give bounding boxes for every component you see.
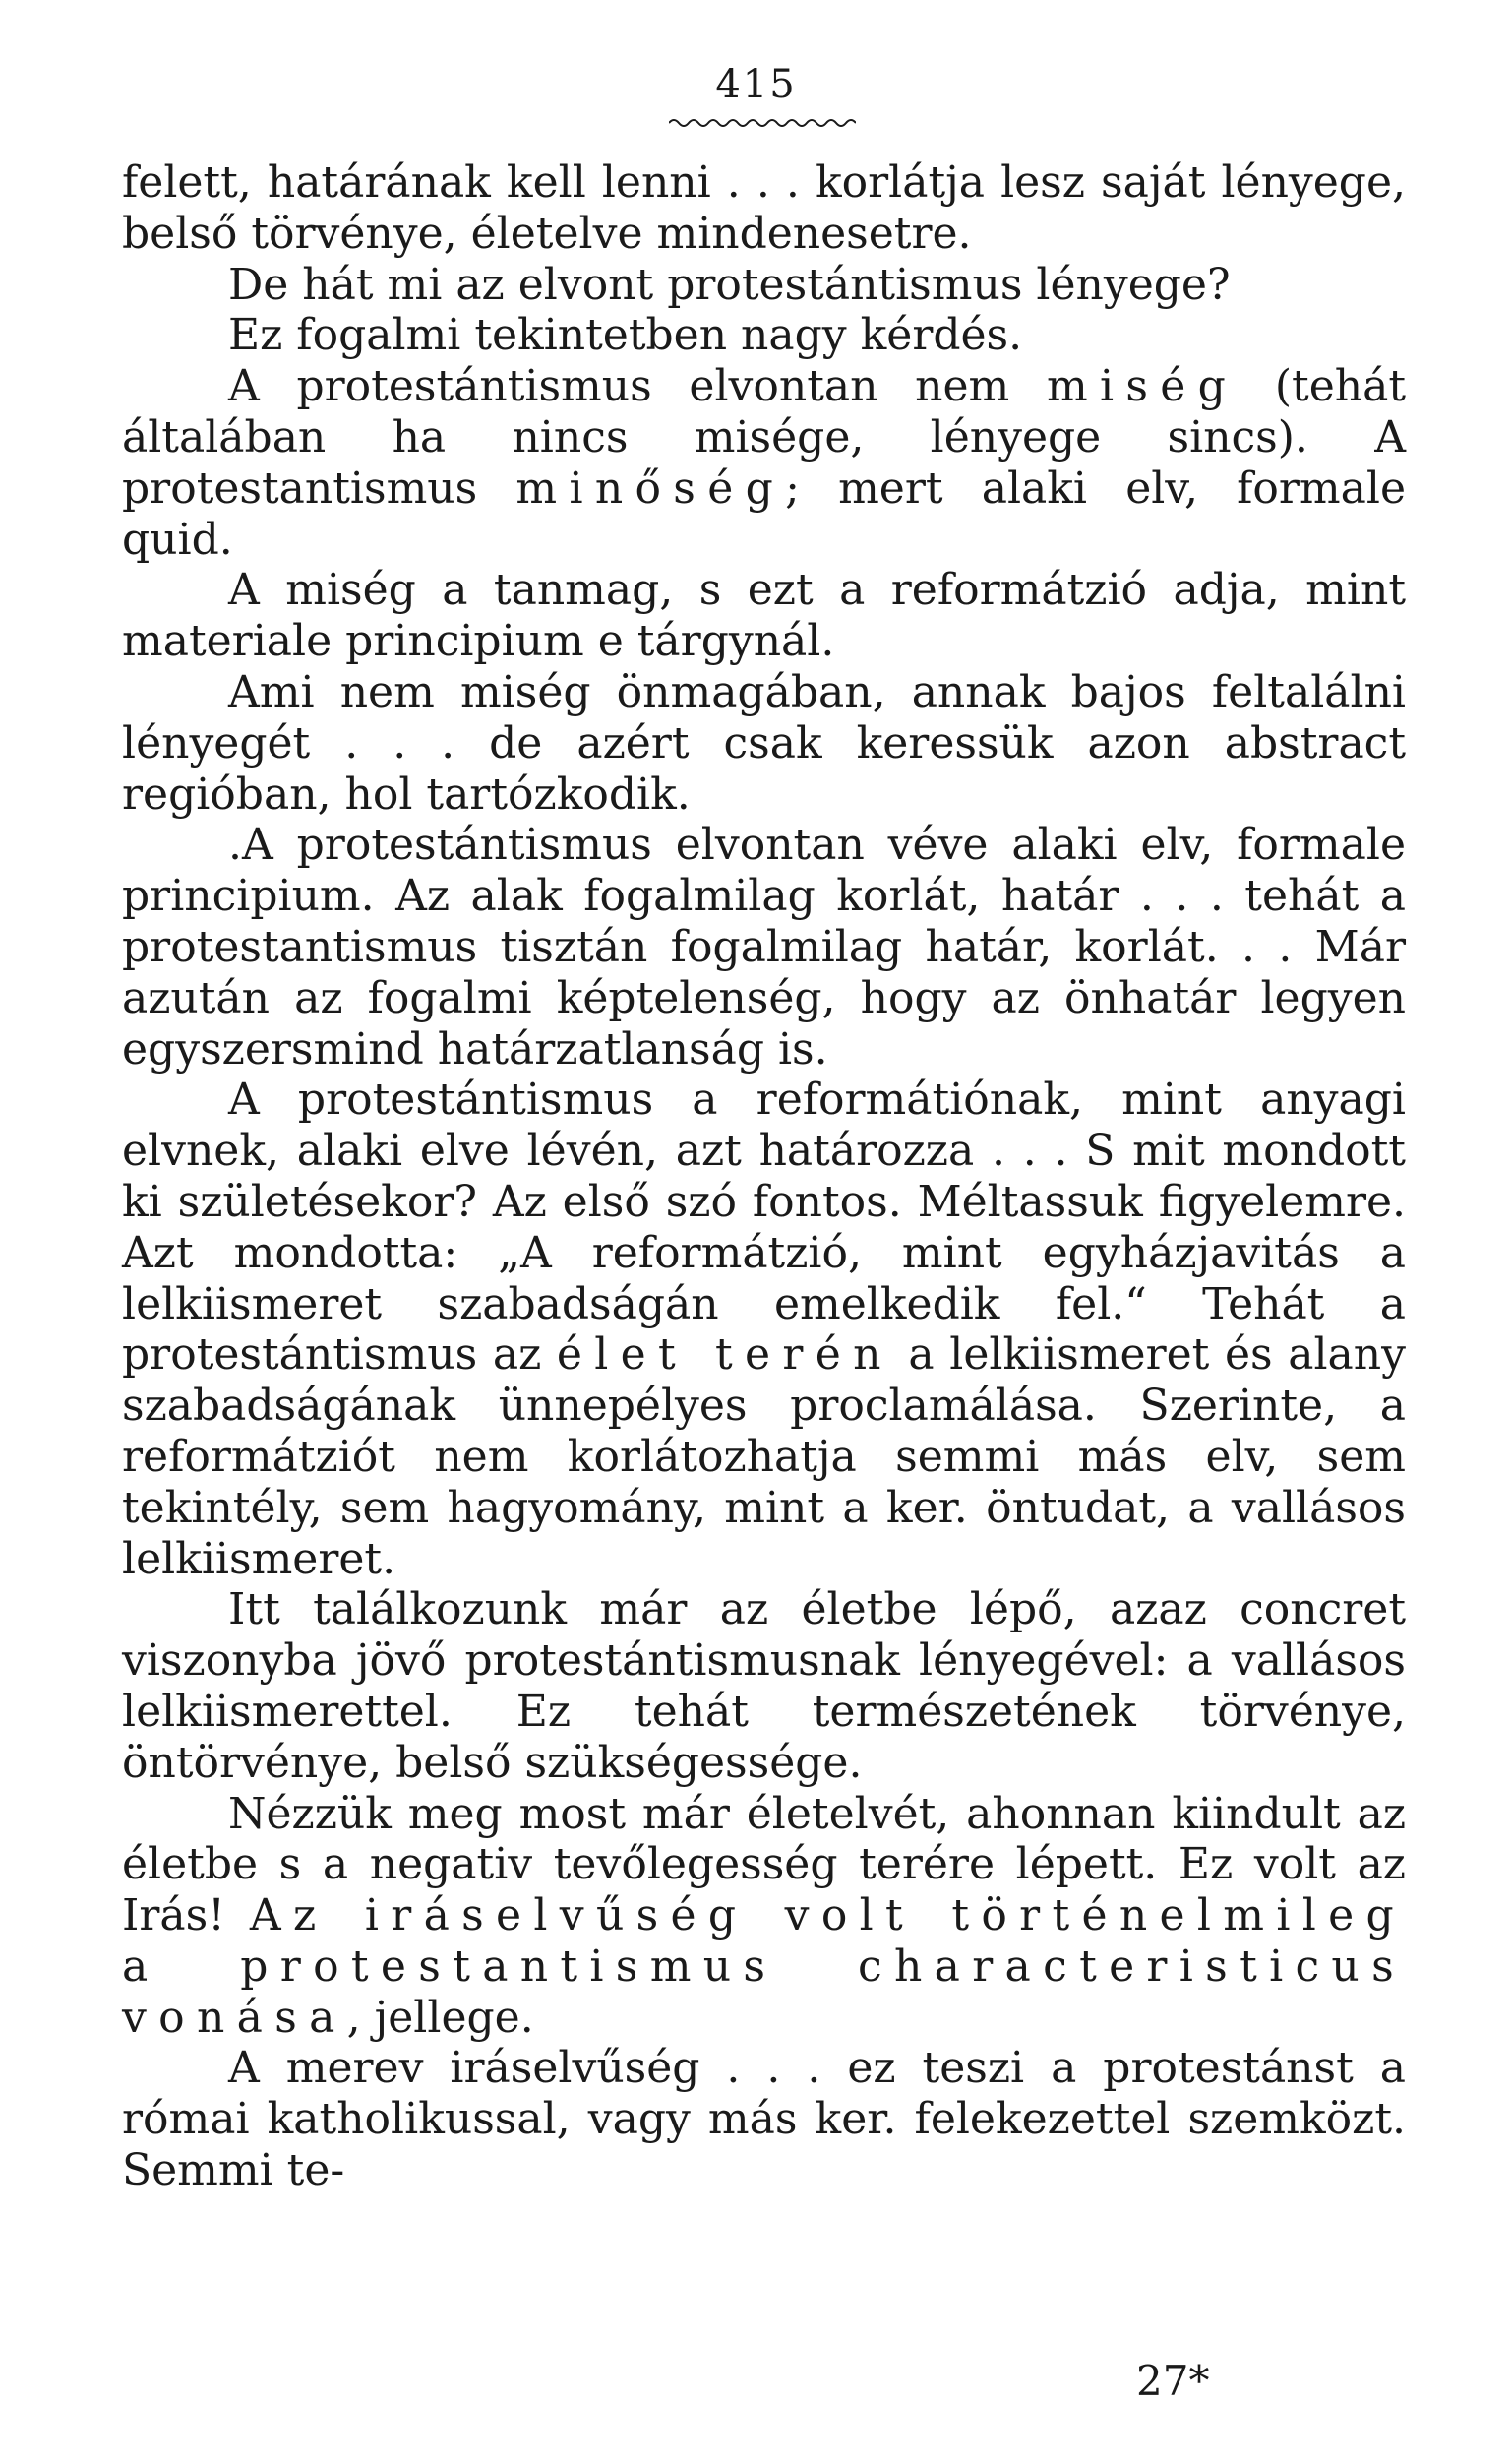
- paragraph-text: A protestántismus a reformátiónak, mint anyagi elvnek, alaki elve lévén, azt határozza . . . S mit mondott ki születésekor? Az első szó fontos. Méltassuk figyelemre. Azt mondotta: „A reformátzió, mint egyházjavitás a lelkiismeret szabadságán emelkedik fel.“ Tehát a protestántismus az: [122, 1075, 1406, 1381]
- paragraph-p11: [122, 2043, 1406, 2195]
- paragraph-text: felett, határának kell lenni . . . korlátja lesz saját lényege, belső törvénye, életelve mindenesetre.: [122, 157, 1406, 259]
- paragraph-text: .A protestántismus elvontan véve alaki elv, formale principium. Az alak fogalmilag korlát, határ . . . tehát a protestantismus tisztán fogalmilag határ, korlát. . . Már azután az fogalmi képtelenség, hogy az önhatár legyen egyszersmind határzatlanság is.: [122, 820, 1406, 1075]
- paragraph-p3: [122, 310, 1406, 361]
- paragraph-p7: [122, 820, 1406, 1075]
- paragraph-text: (tehát általában ha nincs misége, lényege sincs). A protestantismus: [122, 361, 1406, 514]
- paragraph-text: Ez fogalmi tekintetben nagy kérdés.: [228, 310, 1023, 361]
- paragraph-text: Itt találkozunk már az életbe lépő, azaz concret viszonyba jövő protestántismusnak lényegével: a vallásos lelkiismerettel. Ez tehát természetének törvénye, öntörvénye, belső szükségessége.: [122, 1584, 1406, 1788]
- signature-mark: 27*: [1136, 2357, 1210, 2405]
- paragraph-text: ; mert alaki elv, formale quid.: [122, 462, 1406, 565]
- page-number: 415: [715, 62, 797, 107]
- paragraph-text: Ami nem miség önmagában, annak bajos feltalálni lényegét . . . de azért csak keressük azon abstract regióban, hol tartózkodik.: [122, 666, 1406, 820]
- page-number-ornament: [669, 116, 856, 130]
- paragraph-text: A merev iráselvűség . . . ez teszi a protestánst a római katholikussal, vagy más ker. felekezettel szemközt. Semmi te-: [122, 2043, 1406, 2196]
- paragraph-p8: [122, 1075, 1406, 1584]
- paragraph-text: , jellege.: [346, 1992, 534, 2043]
- body-text: [122, 157, 1406, 2196]
- spaced-emphasis-text: minőség: [515, 462, 786, 514]
- paragraph-text: A miség a tanmag, s ezt a reformátzió adja, mint materiale principium e tárgynál.: [122, 565, 1406, 667]
- spaced-emphasis-text: miség: [1046, 361, 1239, 412]
- paragraph-text: a lelkiismeret és alany szabadságának ünnepélyes proclamálása. Szerinte, a reformátziót nem korlátozhatja semmi más elv, sem tekintély, sem hagyomány, mint a ker. öntudat, a vallásos lelkiismeret.: [122, 1329, 1406, 1584]
- paragraph-p2: [122, 260, 1406, 311]
- paragraph-p6: [122, 667, 1406, 820]
- paragraph-p10: [122, 1789, 1406, 2044]
- paragraph-p9: [122, 1584, 1406, 1788]
- spaced-emphasis-text: élet terén: [556, 1329, 893, 1381]
- paragraph-text: Nézzük meg most már életelvét, ahonnan kiindult az életbe s a negativ tevőlegesség terére lépett. Ez volt az Irás!: [122, 1788, 1406, 1941]
- paragraph-text: De hát mi az elvont protestántismus lényege?: [228, 259, 1231, 310]
- spaced-emphasis-text: Az iráselvűség volt történelmileg a protestantismus characteristicus vonása: [122, 1890, 1406, 2043]
- paragraph-p4: [122, 361, 1406, 565]
- paragraph-p1: [122, 157, 1406, 260]
- paragraph-p5: [122, 565, 1406, 667]
- paragraph-text: A protestántismus elvontan nem: [228, 361, 1047, 412]
